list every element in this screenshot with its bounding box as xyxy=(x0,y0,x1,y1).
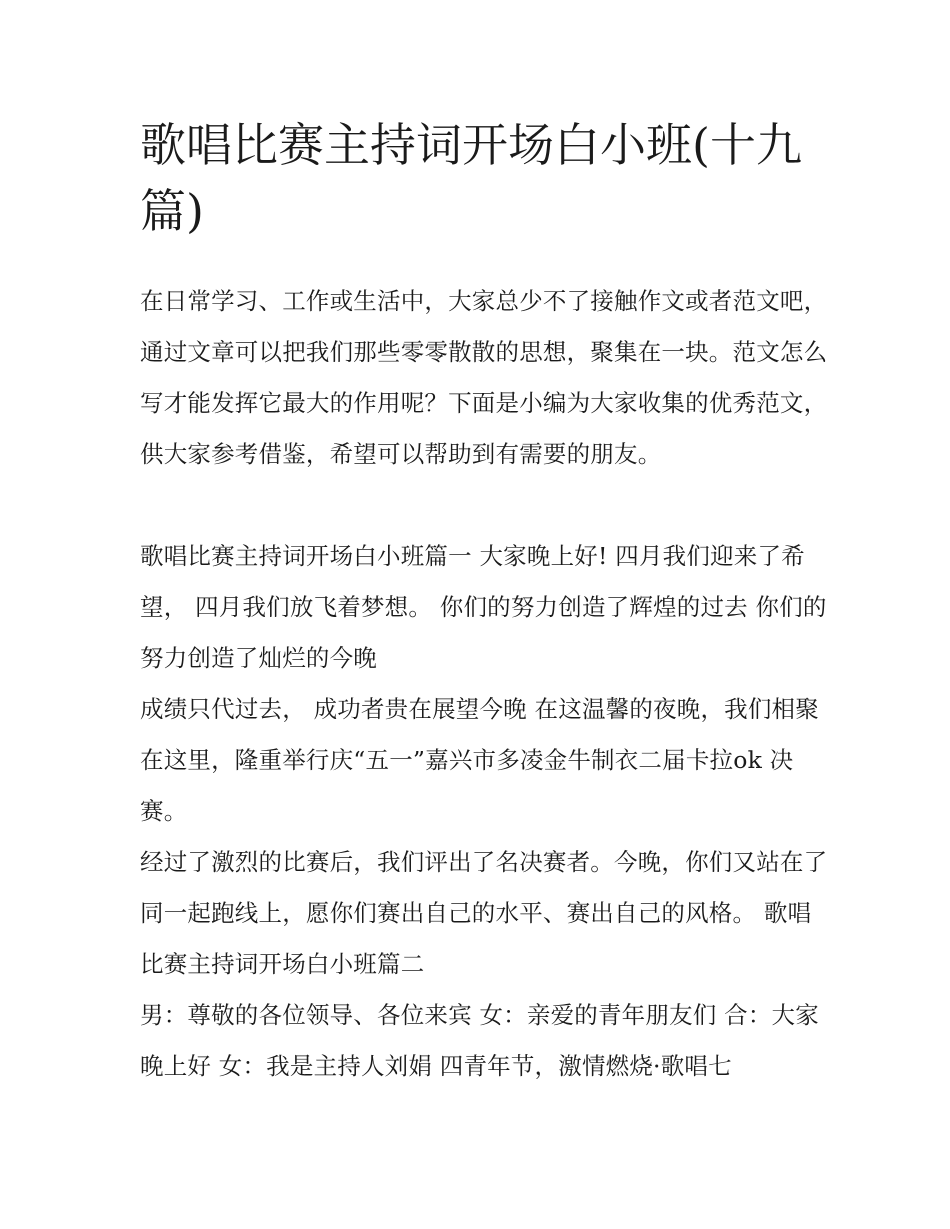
body-paragraph: 成绩只代过去， 成功者贵在展望今晚 在这温馨的夜晚，我们相聚在这里，隆重举行庆“五一”嘉兴市多凌金牛制衣二届卡拉ok 决赛。 xyxy=(140,695,819,825)
document-title: 歌唱比赛主持词开场白小班(十九篇) xyxy=(140,118,802,238)
body-paragraph: 歌唱比赛主持词开场白小班篇一 大家晚上好! 四月我们迎来了希望， 四月我们放飞着梦想。 你们的努力创造了辉煌的过去 你们的努力创造了灿烂的今晚 xyxy=(140,542,827,672)
intro-paragraph: 在日常学习、工作或生活中，大家总少不了接触作文或者范文吧，通过文章可以把我们那些零零散散的思想，聚集在一块。范文怎么写才能发挥它最大的作用呢？下面是小编为大家收集的优秀范文，供大家参考借鉴，希望可以帮助到有需要的朋友。 xyxy=(140,287,828,468)
body-paragraph: 男：尊敬的各位领导、各位来宾 女：亲爱的青年朋友们 合：大家晚上好 女：我是主持人刘娟 四青年节，激情燃烧·歌唱七 xyxy=(140,1001,819,1080)
body-paragraph: 经过了激烈的比赛后，我们评出了名决赛者。今晚，你们又站在了同一起跑线上，愿你们赛出自己的水平、赛出自己的风格。 歌唱比赛主持词开场白小班篇二 xyxy=(140,848,828,978)
